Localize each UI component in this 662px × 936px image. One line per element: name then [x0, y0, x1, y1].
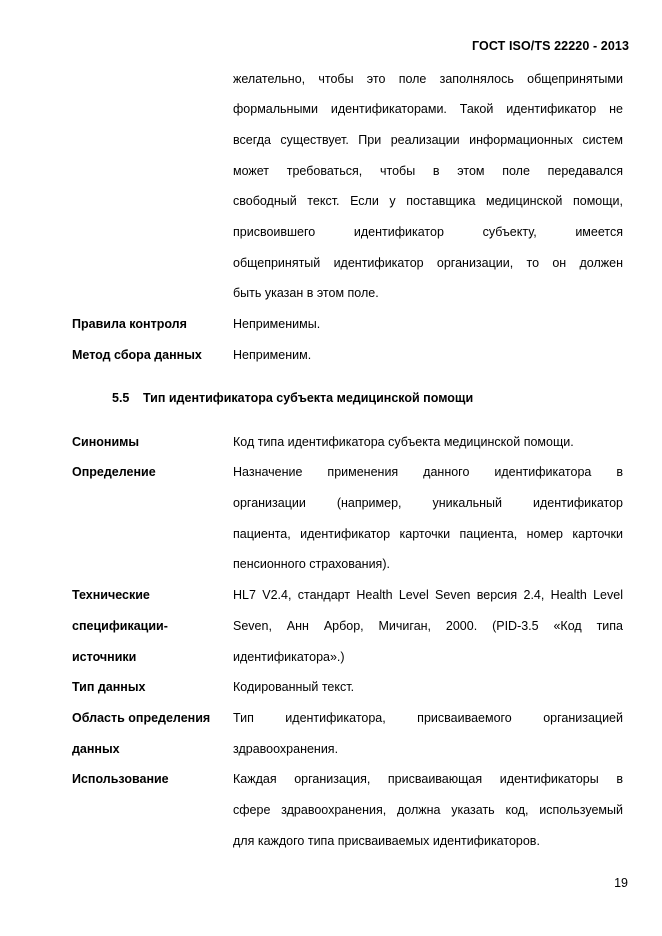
tech-specs-line: идентификатора».) — [233, 650, 345, 664]
intro-line: формальными идентификаторами. Такой идентификатор не — [233, 102, 623, 116]
data-domain-label: Область определения — [72, 711, 211, 725]
control-rules-value: Неприменимы. — [233, 317, 321, 331]
collection-method-label: Метод сбора данных — [72, 348, 202, 362]
tech-specs-line: Seven, Анн Арбор, Мичиган, 2000. (PID-3.5 «Код типа — [233, 619, 623, 633]
intro-line: желательно, чтобы это поле заполнялось общепринятыми — [233, 72, 623, 86]
intro-line: может требоваться, чтобы в этом поле передавался — [233, 164, 623, 178]
usage-label: Использование — [72, 772, 169, 786]
usage-line: Каждая организация, присваивающая идентификаторы в — [233, 772, 623, 786]
document-header: ГОСТ ISO/TS 22220 - 2013 — [472, 39, 629, 53]
synonyms-value: Код типа идентификатора субъекта медицинской помощи. — [233, 435, 574, 449]
tech-specs-label: спецификации- — [72, 619, 168, 633]
data-domain-label: данных — [72, 742, 120, 756]
intro-line: общепринятый идентификатор организации, то он должен — [233, 256, 623, 270]
data-domain-line: здравоохранения. — [233, 742, 339, 756]
page-number: 19 — [614, 876, 628, 890]
definition-line: пациента, идентификатор карточки пациента, номер карточки — [233, 527, 623, 541]
control-rules-label: Правила контроля — [72, 317, 187, 331]
collection-method-value: Неприменим. — [233, 348, 312, 362]
intro-line: быть указан в этом поле. — [233, 286, 379, 300]
intro-line: свободный текст. Если у поставщика медицинской помощи, — [233, 194, 623, 208]
section-number: 5.5 — [112, 391, 130, 405]
definition-line: пенсионного страхования). — [233, 557, 390, 571]
data-type-value: Кодированный текст. — [233, 680, 355, 694]
section-title: Тип идентификатора субъекта медицинской помощи — [143, 391, 474, 405]
intro-line: присвоившего идентификатор субъекту, имеется — [233, 225, 623, 239]
data-domain-line: Тип идентификатора, присваиваемого организацией — [233, 711, 623, 725]
tech-specs-label: источники — [72, 650, 137, 664]
tech-specs-label: Технические — [72, 588, 150, 602]
definition-line: Назначение применения данного идентификатора в — [233, 465, 623, 479]
tech-specs-line: HL7 V2.4, стандарт Health Level Seven версия 2.4, Health Level — [233, 588, 623, 602]
definition-line: организации (например, уникальный идентификатор — [233, 496, 623, 510]
definition-label: Определение — [72, 465, 156, 479]
intro-line: всегда существует. При реализации информационных систем — [233, 133, 623, 147]
usage-line: для каждого типа присваиваемых идентификаторов. — [233, 834, 540, 848]
data-type-label: Тип данных — [72, 680, 146, 694]
synonyms-label: Синонимы — [72, 435, 140, 449]
section-heading — [112, 390, 473, 406]
usage-line: сфере здравоохранения, должна указать код, используемый — [233, 803, 623, 817]
